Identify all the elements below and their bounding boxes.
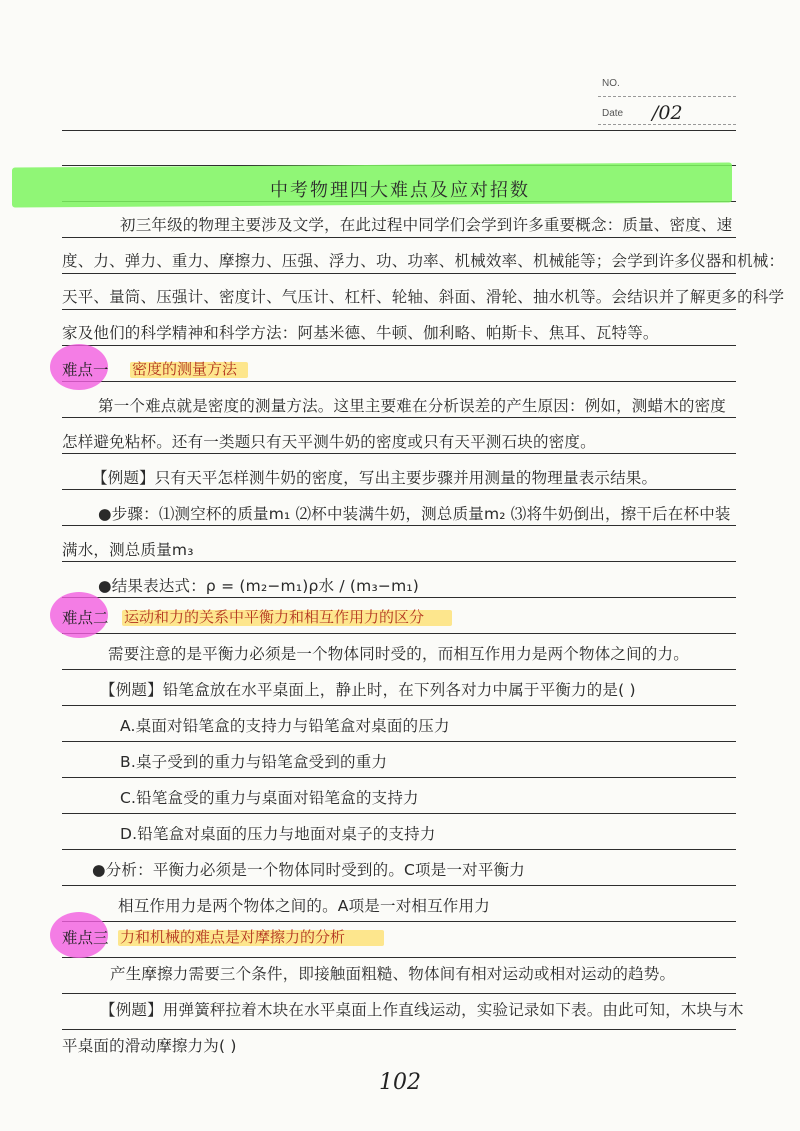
section2-title: 运动和力的关系中平衡力和相互作用力的区分 [124, 608, 425, 626]
section2-line: 【例题】铅笔盒放在水平桌面上，静止时，在下列各对力中属于平衡力的是( ) [100, 681, 636, 699]
intro-line: 初三年级的物理主要涉及文学，在此过程中同学们会学到许多重要概念：质量、密度、速 [120, 216, 733, 234]
section3-title: 力和机械的难点是对摩擦力的分析 [120, 928, 346, 946]
page-title: 中考物理四大难点及应对招数 [270, 180, 530, 201]
section1-line: 第一个难点就是密度的测量方法。这里主要难在分析误差的产生原因：例如，测蜡木的密度 [98, 397, 727, 415]
section1-line: 满水，测总质量m₃ [62, 541, 194, 559]
section1-line: ●结果表达式：ρ = (m₂−m₁)ρ水 / (m₃−m₁) [98, 577, 420, 595]
section2-line: 相互作用力是两个物体之间的。A项是一对相互作用力 [118, 897, 490, 915]
section1-line: 怎样避免粘杯。还有一类题只有天平测牛奶的密度或只有天平测石块的密度。 [62, 433, 596, 451]
section3-line: 【例题】用弹簧秤拉着木块在水平桌面上作直线运动，实验记录如下表。由此可知，木块与木 [100, 1001, 744, 1019]
section3-line: 产生摩擦力需要三个条件，即接触面粗糙、物体间有相对运动或相对运动的趋势。 [110, 965, 676, 983]
section1-line: ●步骤：⑴测空杯的质量m₁ ⑵杯中装满牛奶，测总质量m₂ ⑶将牛奶倒出，擦干后在杯中装 [98, 505, 731, 523]
option-d: D.铅笔盒对桌面的压力与地面对桌子的支持力 [120, 825, 436, 843]
section3-tag: 难点三 [62, 929, 109, 947]
intro-line: 度、力、弹力、重力、摩擦力、压强、浮力、功、功率、机械效率、机械能等；会学到许多仪器和机械： [62, 252, 785, 270]
option-a: A.桌面对铅笔盒的支持力与铅笔盒对桌面的压力 [120, 717, 450, 735]
section2-tag: 难点二 [62, 609, 109, 627]
section1-title: 密度的测量方法 [132, 360, 238, 378]
intro-line: 天平、量筒、压强计、密度计、气压计、杠杆、轮轴、斜面、滑轮、抽水机等。会结识并了解更多的科学 [62, 288, 785, 306]
section1-line: 【例题】只有天平怎样测牛奶的密度，写出主要步骤并用测量的物理量表示结果。 [92, 469, 658, 487]
date-line [598, 124, 736, 125]
intro-line: 家及他们的科学精神和科学方法：阿基米德、牛顿、伽利略、帕斯卡、焦耳、瓦特等。 [62, 324, 659, 342]
option-c: C.铅笔盒受的重力与桌面对铅笔盒的支持力 [120, 789, 419, 807]
no-line [598, 96, 736, 97]
section1-tag: 难点一 [62, 361, 109, 379]
option-b: B.桌子受到的重力与铅笔盒受到的重力 [120, 753, 388, 771]
no-label: NO. [602, 78, 620, 89]
date-value: /02 [652, 102, 683, 124]
section2-line: 需要注意的是平衡力必须是一个物体同时受的，而相互作用力是两个物体之间的力。 [108, 645, 689, 663]
section2-line: ●分析：平衡力必须是一个物体同时受到的。C项是一对平衡力 [92, 861, 525, 879]
section3-line: 平桌面的滑动摩擦力为( ) [62, 1037, 237, 1055]
date-label: Date [602, 108, 624, 119]
page-number: 102 [379, 1070, 421, 1095]
